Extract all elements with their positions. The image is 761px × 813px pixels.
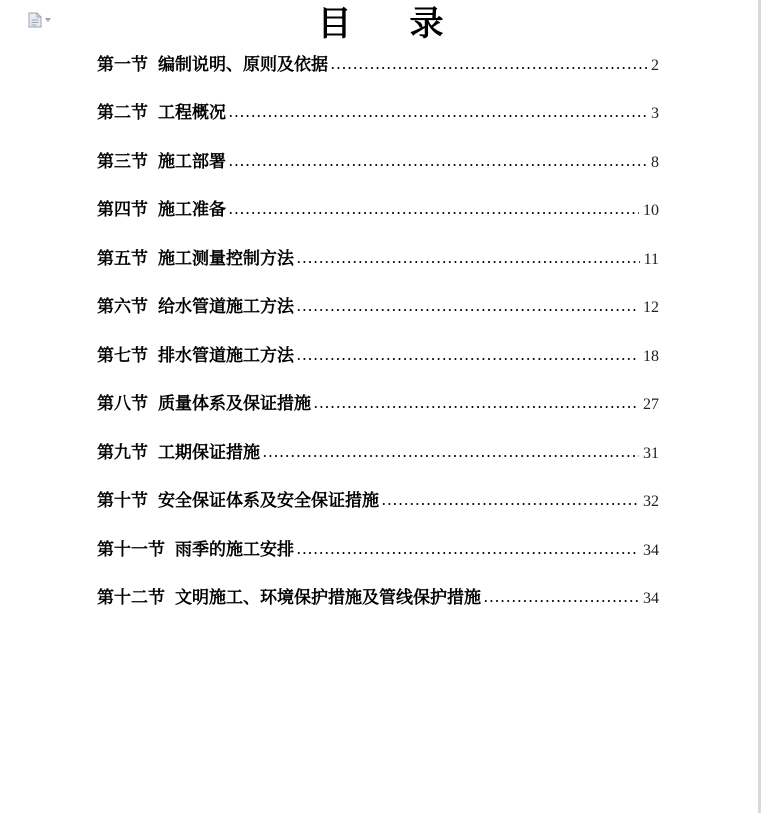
toc-entry[interactable] xyxy=(97,238,659,287)
toc-section-number: 第十二节 xyxy=(97,588,165,608)
toc-dot-leader xyxy=(296,551,639,555)
toc-entry[interactable] xyxy=(97,190,659,239)
title-char-2: 录 xyxy=(409,4,444,44)
toc-section-title: 编制说明、原则及依据 xyxy=(158,54,328,75)
toc-dot-leader xyxy=(296,308,639,312)
toc-section-number: 第七节 xyxy=(97,345,148,366)
toc-section-title: 施工部署 xyxy=(158,151,226,172)
toc-dot-leader xyxy=(228,211,639,215)
toc-dot-leader xyxy=(228,114,647,118)
toc-section-number: 第一节 xyxy=(97,54,148,75)
toc-section-number: 第六节 xyxy=(97,297,148,317)
toc-dot-leader xyxy=(381,502,639,506)
toc-section-title: 质量体系及保证措施 xyxy=(158,394,311,414)
toc-dot-leader xyxy=(262,454,639,458)
toc-page-number: 34 xyxy=(643,590,659,607)
toc-section-number: 第八节 xyxy=(97,394,148,414)
toc-entry[interactable] xyxy=(97,481,659,530)
toc-section-number: 第五节 xyxy=(97,248,148,269)
toc-section-title: 文明施工、环境保护措施及管线保护措施 xyxy=(175,588,481,608)
toc-section-title: 雨季的施工安排 xyxy=(175,539,294,560)
toc-page-number: 32 xyxy=(643,493,659,510)
toc-entry[interactable] xyxy=(97,141,659,190)
toc-section-title: 排水管道施工方法 xyxy=(158,345,294,366)
table-of-contents xyxy=(97,44,659,626)
toc-dot-leader xyxy=(313,405,639,409)
toc-entry[interactable] xyxy=(97,93,659,142)
toc-section-title: 安全保证体系及安全保证措施 xyxy=(158,491,379,511)
toc-page-number: 3 xyxy=(651,105,659,122)
toc-page-number: 2 xyxy=(651,56,659,74)
toc-page-number: 10 xyxy=(643,202,659,219)
toc-dot-leader xyxy=(483,599,639,603)
toc-page-number: 8 xyxy=(651,153,659,171)
toc-section-number: 第四节 xyxy=(97,200,148,220)
toc-entry[interactable] xyxy=(97,384,659,433)
toc-entry[interactable] xyxy=(97,529,659,578)
toc-section-title: 工程概况 xyxy=(158,103,226,123)
toc-page-number: 11 xyxy=(643,250,659,268)
toc-page-number: 34 xyxy=(643,541,659,559)
toc-section-title: 工期保证措施 xyxy=(158,442,260,463)
toc-section-title: 给水管道施工方法 xyxy=(158,297,294,317)
toc-dot-leader xyxy=(296,357,639,361)
toc-entry[interactable] xyxy=(97,578,659,627)
toc-section-number: 第十节 xyxy=(97,491,148,511)
toc-section-title: 施工测量控制方法 xyxy=(158,248,294,269)
toc-section-number: 第三节 xyxy=(97,151,148,172)
toc-entry[interactable] xyxy=(97,287,659,336)
page-title xyxy=(0,2,761,46)
toc-section-number: 第十一节 xyxy=(97,539,165,560)
toc-section-title: 施工准备 xyxy=(158,200,226,220)
toc-dot-leader xyxy=(330,66,647,70)
toc-entry[interactable] xyxy=(97,44,659,93)
toc-dot-leader xyxy=(228,163,647,167)
title-char-1: 目 xyxy=(317,4,352,44)
toc-page-number: 27 xyxy=(643,396,659,413)
toc-page-number: 18 xyxy=(643,347,659,365)
toc-page-number: 31 xyxy=(643,444,659,462)
toc-entry[interactable] xyxy=(97,335,659,384)
toc-section-number: 第二节 xyxy=(97,103,148,123)
toc-page-number: 12 xyxy=(643,299,659,316)
toc-dot-leader xyxy=(296,260,640,264)
toc-entry[interactable] xyxy=(97,432,659,481)
toc-section-number: 第九节 xyxy=(97,442,148,463)
